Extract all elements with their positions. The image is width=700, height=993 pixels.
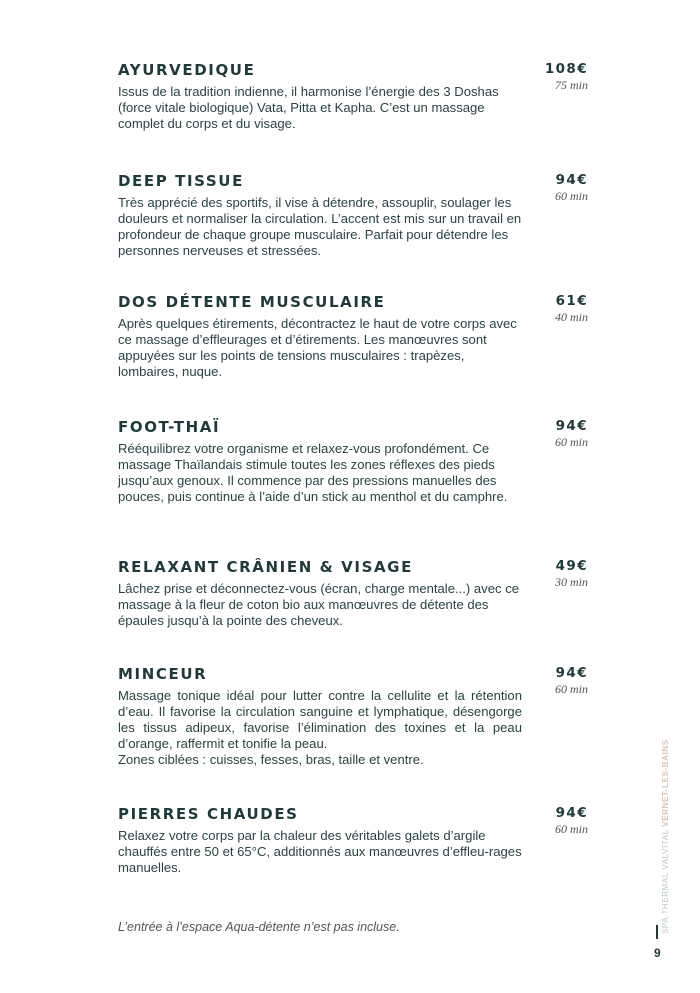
service-foot-thai xyxy=(118,417,588,505)
description-paragraph: Zones ciblées : cuisses, fesses, bras, taille et ventre. xyxy=(118,752,424,767)
service-duration: 60 min xyxy=(555,435,588,449)
service-title: PIERRES CHAUDES xyxy=(118,805,299,823)
sidebar-caption xyxy=(647,738,670,938)
service-price-block xyxy=(545,60,588,92)
service-price: 94€ xyxy=(555,805,588,821)
service-duration: 60 min xyxy=(555,822,588,836)
service-price-block xyxy=(555,557,588,589)
description-paragraph: Rééquilibrez votre organisme et relaxez-vous profondément. Ce massage Thaïlandais stimule toutes les zones réflexes des pieds jusqu’aux genoux. Il commence par des pressions manuelles des pouces, puis continue à l’aide d’un stick au menthol et du camphre. xyxy=(118,441,508,504)
service-duration: 40 min xyxy=(555,310,588,324)
service-price-block xyxy=(555,664,588,696)
page-number: 9 xyxy=(654,946,661,960)
service-dos-detente xyxy=(118,292,588,380)
service-pierres-chaudes xyxy=(118,804,588,876)
service-title: DEEP TISSUE xyxy=(118,172,244,190)
service-title: AYURVEDIQUE xyxy=(118,61,256,79)
service-relaxant-cranien xyxy=(118,557,588,629)
service-title: DOS DÉTENTE MUSCULAIRE xyxy=(118,293,386,311)
service-description xyxy=(118,195,522,259)
sidebar-prefix: SPA THERMAL VALVITAL xyxy=(661,826,670,934)
service-description xyxy=(118,828,522,876)
service-description xyxy=(118,84,522,132)
service-price: 94€ xyxy=(555,172,588,188)
description-paragraph: Très apprécié des sportifs, il vise à détendre, assouplir, soulager les douleurs et normaliser la circulation. L’accent est mis sur un travail en profondeur de chaque groupe musculaire. Parfait pour détendre les personnes nerveuses et stressées. xyxy=(118,195,522,258)
description-paragraph: Lâchez prise et déconnectez-vous (écran, charge mentale...) avec ce massage à la fleur de coton bio aux manœuvres de détente des épaules jusqu’à la pointe des cheveux. xyxy=(118,581,520,628)
sidebar-highlight: VERNET-LES-BAINS xyxy=(661,739,670,827)
service-price-block xyxy=(555,804,588,836)
service-price: 94€ xyxy=(555,665,588,681)
service-description xyxy=(118,581,522,629)
description-paragraph: Issus de la tradition indienne, il harmonise l’énergie des 3 Doshas (force vitale biologique) Vata, Pitta et Kapha. C’est un massage complet du corps et du visage. xyxy=(118,84,499,131)
service-price: 61€ xyxy=(555,293,588,309)
description-paragraph: Après quelques étirements, décontractez le haut de votre corps avec ce massage d’effleurages et d’étirements. Les manœuvres sont appuyées sur les points de tensions musculaires : trapèzes, lombaires, nuque. xyxy=(118,316,517,379)
sidebar-text xyxy=(661,739,670,934)
service-deep-tissue xyxy=(118,171,588,259)
description-paragraph: Massage tonique idéal pour lutter contre la cellulite et la rétention d’eau. Il favorise la circulation sanguine et lymphatique, désengorge les tissus adipeux, favorise l’élimination des toxines et la peau d’orange, raffermit et tonifie la peau. xyxy=(118,688,522,751)
service-ayurvedique xyxy=(118,60,588,132)
description-paragraph: Relaxez votre corps par la chaleur des véritables galets d’argile chauffés entre 50 et 65°C, additionnés aux manœuvres d’effleu-rages manuelles. xyxy=(118,828,522,875)
service-price: 108€ xyxy=(544,61,588,77)
service-price-block xyxy=(555,417,588,449)
service-price: 94€ xyxy=(555,418,588,434)
service-description xyxy=(118,441,522,505)
footnote: L’entrée à l’espace Aqua-détente n’est pas incluse. xyxy=(118,920,400,934)
service-duration: 30 min xyxy=(555,575,588,589)
service-description xyxy=(118,688,522,768)
service-title: RELAXANT CRÂNIEN & VISAGE xyxy=(118,558,413,576)
sidebar-divider xyxy=(656,925,658,939)
service-price-block xyxy=(555,292,588,324)
service-title: MINCEUR xyxy=(118,665,208,683)
service-price-block xyxy=(555,171,588,203)
service-duration: 60 min xyxy=(555,189,588,203)
service-minceur xyxy=(118,664,588,768)
service-duration: 60 min xyxy=(555,682,588,696)
service-description xyxy=(118,316,522,380)
service-price: 49€ xyxy=(555,558,588,574)
service-title: FOOT-THAÏ xyxy=(118,418,221,436)
service-duration: 75 min xyxy=(555,78,588,92)
